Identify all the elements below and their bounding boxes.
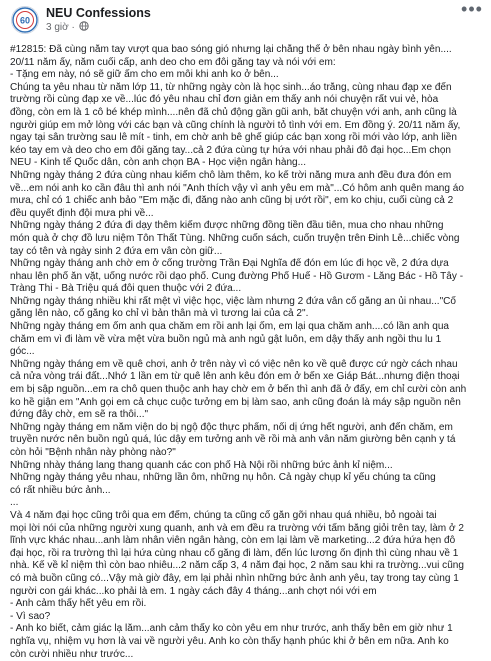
post-text-line: cả nửa vòng trái đất...Nhớ 1 lần em từ quê lên anh kêu đón em ở bến xe Giáp Bát...nhưng điện thoại [10, 371, 486, 384]
page-name[interactable]: NEU Confessions [46, 6, 151, 20]
more-options-icon[interactable]: ••• [461, 4, 483, 20]
post-text-line: đại học, rồi ra trường thì lại hứa cùng nhau cố gắng đi làm, đến lúc lương ổn định thì cùng nhau về 1 [10, 548, 486, 561]
post-text-line: nhà. Kể về kỉ niệm thì còn bao nhiêu...2 năm cấp 3, 4 năm đại học, 2 năm sau khi ra trường...vui cũng [10, 560, 486, 573]
post-text-line: nghĩa vụ, nhiệm vụ hơn là vai về người yêu. Anh ko còn thấy hạnh phúc khi ở bên em nữa. Anh ko [10, 636, 486, 649]
post-text-line: Những nhày tháng lang thang quanh các con phố Hà Nội rồi những bức ảnh kỉ niệm... [10, 460, 486, 473]
meta-separator: · [71, 22, 74, 33]
globe-icon [79, 21, 89, 31]
post-text-line: ko hề giận em "Anh gọi em cả chục cuộc tưởng em bị làm sao, anh cũng đoán là máy sập nguồn nên [10, 397, 486, 410]
post-text-line: lĩnh vực khác nhau...anh làm nhân viên ngân hàng, còn em lại làm về marketing...2 đứa hứa hẹn đỗ [10, 535, 486, 548]
post-text-line: Những ngày tháng 2 đứa cùng nhau kiếm chỗ làm thêm, ko kể trời nắng mưa anh đều đưa đón em [10, 170, 486, 183]
post-text-line: - Anh ko biết, cảm giác lạ lắm...anh cảm thấy ko còn yêu em như trước, anh thấy bên em giờ như 1 [10, 623, 486, 636]
post-text-line: Những ngày tháng em ốm anh qua chăm em rồi anh lại ốm, em lại qua chăm anh....có lần anh qua [10, 321, 486, 334]
post-text-line: - Vì sao? [10, 611, 486, 624]
post-text-line: Những ngày tháng em nằm viện do bị ngộ độc thực phẩm, nổi dị ứng hết người, anh đến chăm, em [10, 422, 486, 435]
post-text-line: em bị sập nguồn...em ra chỗ quen thuộc anh hay chờ em ở bến thì anh đã ở đấy, em chỉ cười còn anh [10, 384, 486, 397]
post-text-line: truyền nước nên buồn ngủ quá, lúc dậy em tưởng anh về rồi mà anh vẫn nằm giường bên cạnh y tá [10, 434, 486, 447]
post-text-line: món quà ở chợ đồ lưu niệm Tôn Thất Tùng. Những cuốn sách, cuốn truyện trên Đinh Lễ...chiếc vòng [10, 233, 486, 246]
post-text-line: tay có tên và ngày sinh 2 đứa em vẫn còn giữ... [10, 246, 486, 259]
post-text-line: góc... [10, 346, 486, 359]
post-text-line: - Tặng em này, nó sẽ giữ ấm cho em mỗi khi anh ko ở bên... [10, 69, 486, 82]
post-text-line: về...em nói anh ko cần đâu thì anh nói "Anh thích vậy vì anh yêu em mà"...Có hôm anh quên mang áo [10, 183, 486, 196]
post-text-line: còn hỏi "Bệnh nhân này phòng nào?" [10, 447, 486, 460]
post-text-line: Chúng ta yêu nhau từ năm lớp 11, từ những ngày còn là học sinh...áo trắng, cùng nhau đạp xe đến [10, 82, 486, 95]
post-body [10, 44, 486, 661]
post-text-line: đứng đây chờ, em sẽ ra thôi..." [10, 409, 486, 422]
post-meta [46, 21, 89, 33]
post-text-line: chăm em vì đi làm về vừa mệt vừa buồn ngủ mà anh ngủ gật luôn, em dậy thấy anh ngồi thu lu 1 [10, 334, 486, 347]
post-text-line: đồng, còn em là 1 cô bé khép mình....nên đã chủ động gần gũi anh, bắt chuyện với anh, anh cũng là [10, 107, 486, 120]
post-text-line: NEU - Kinh tế Quốc dân, còn anh chọn BA - Học viện ngân hàng... [10, 157, 486, 170]
post-timestamp[interactable]: 3 giờ [46, 22, 69, 33]
post-text-line: Những ngày tháng em về quê chơi, anh ở trên này vì có việc nên ko về quê được cứ ngờ cách nhau [10, 359, 486, 372]
neu-logo-avatar-icon [12, 7, 38, 33]
svg-text:60: 60 [20, 16, 30, 26]
post-header [0, 0, 491, 40]
page-avatar[interactable] [11, 6, 39, 34]
post-text-line: người giúp em mở lòng với các bạn và cũng chính là người tỏ tình với em. Em đồng ý. 20/11 năm ấy, [10, 120, 486, 133]
post-text-line: Tràng Thi - Bà Triệu quá đỗi quen thuộc với 2 đứa... [10, 283, 486, 296]
post-text-line: còn cười nhiều như trước... [10, 649, 486, 661]
post-text-line: có rất nhiều bức ảnh... [10, 485, 486, 498]
post-text-line: nhau lên phố ăn vặt, uống nước rồi dạo phố. Cung đường Phố Huế - Hồ Gươm - Lăng Bác - Hồ Tây - [10, 271, 486, 284]
post-text-line: trường rồi cùng đạp xe về...lúc đó yêu nhau chỉ đơn giản em thấy anh nói chuyện rất vui vẻ, hòa [10, 94, 486, 107]
post-text-line: Những ngày tháng anh chờ em ở cổng trường Trần Đại Nghĩa để đón em lúc đi học về, 2 đứa dựa [10, 258, 486, 271]
post-text-line: - Anh cảm thấy hết yêu em rồi. [10, 598, 486, 611]
post-text-line: Những ngày tháng nhiều khi rất mệt vì việc học, việc làm nhưng 2 đứa vẫn cố gắng an ủi nhau..."Cố [10, 296, 486, 309]
post-text-line: người con gái khác...ko phải là em. 1 ngày cách đây 4 tháng...anh chợt nói với em [10, 586, 486, 599]
post-text-line: gắng lên nào, cố gắng ko chỉ vì bản thân mà vì tương lai của cả 2". [10, 308, 486, 321]
post-text-line: kéo tay em và deo cho em đôi găng tay...cả 2 đứa cùng tự hứa với nhau phải đỗ đại học...Em chọn [10, 145, 486, 158]
post-text-line: Những ngày tháng yêu nhau, những lần ôm, những nụ hôn. Cả ngày chụp kỉ yếu chúng ta cũng [10, 472, 486, 485]
post-text-line: Những ngày tháng 2 đứa đi dạy thêm kiếm được những đồng tiền đầu tiên, mua cho nhau những [10, 220, 486, 233]
post-text-line: #12815: Đã cùng nắm tay vượt qua bao sóng gió nhưng lại chẳng thể ở bên nhau ngày bình yên.... [10, 44, 486, 57]
post-text-line: ... [10, 497, 486, 510]
post-text-line: Và 4 năm đại học cũng trôi qua em đếm, chúng ta cũng cố gắn gỡi nhau quá nhiều, bỏ ngoài tai [10, 510, 486, 523]
post-text-line: ngay tại sân trường sau lễ mít - tinh, em chờ anh bê ghế giúp các bạn xong rồi mới vào lớp, anh liền [10, 132, 486, 145]
post-text-line: mưa, chỉ có 1 chiếc anh bảo "Em mặc đi, đằng nào anh cũng bị ướt rồi", em ko chịu, cuối cùng cả 2 [10, 195, 486, 208]
post-text-line: đều quyết định đội mưa phi về... [10, 208, 486, 221]
post-text-line: 20/11 năm ấy, năm cuối cấp, anh deo cho em đôi găng tay và nói với em: [10, 57, 486, 70]
post-text-line: có mà buồn cũng có...Vậy mà giờ đây, em lại phải nhìn những bức ảnh anh yêu, tay trong tay cùng 1 [10, 573, 486, 586]
post-text-line: mọi lời nói của những người xung quanh, anh và em đều ra trường với tấm bằng giỏi trên tay, làm ở 2 [10, 523, 486, 536]
